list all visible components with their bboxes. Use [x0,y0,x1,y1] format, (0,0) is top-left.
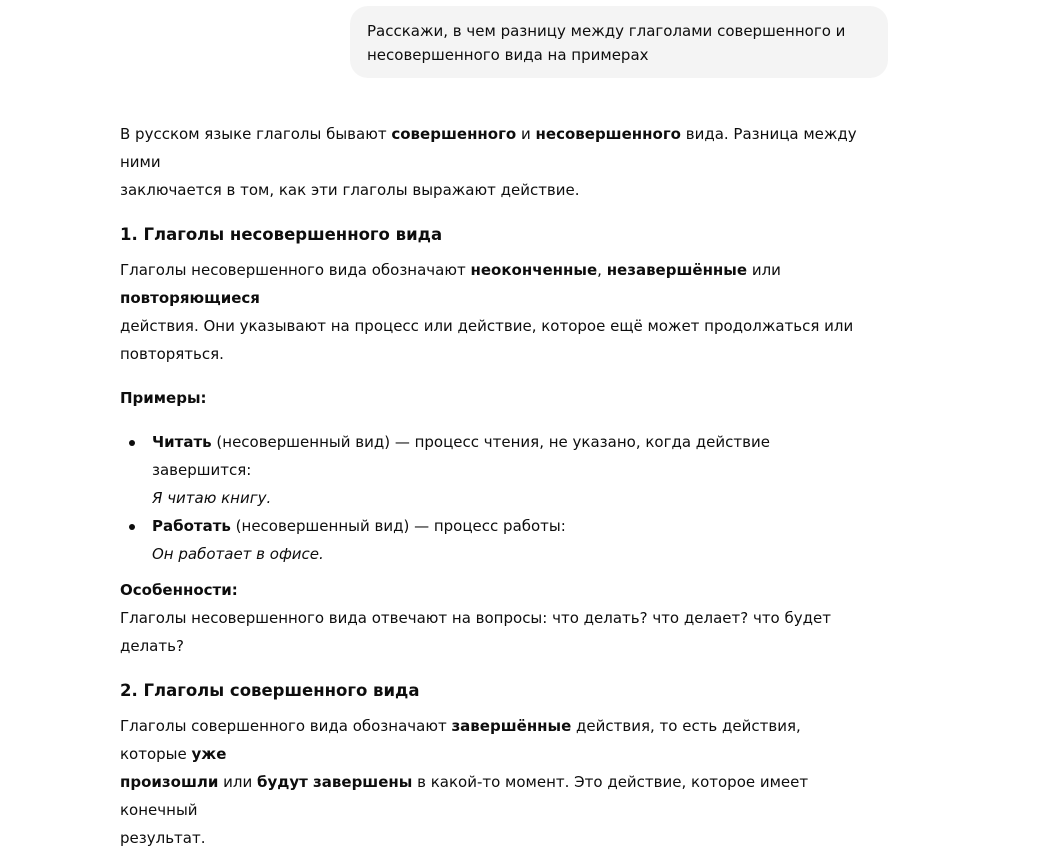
bold-span: произошли [120,773,219,791]
text-span: Глаголы несовершенного вида обозначают [120,261,471,279]
text-span: действия, то есть действия, которые [120,717,801,763]
text-span: Глаголы совершенного вида обозначают [120,717,452,735]
text-span: В русском языке глаголы бывают [120,125,392,143]
user-message-line: несовершенного вида на примерах [367,46,649,64]
text-span: или [747,261,781,279]
text-span: , [597,261,607,279]
perfective-description [120,712,860,852]
bold-span: неоконченные [470,261,598,279]
section-heading-perfective: 2. Глаголы совершенного вида [120,681,420,700]
example-verb: Читать [152,433,212,451]
example-sentence: Я читаю книгу. [152,489,272,507]
examples-list [120,428,860,568]
text-span: заключается в том, как эти глаголы выражают действие. [120,181,580,199]
list-item [152,512,860,568]
bold-span: несовершенного [535,125,681,143]
bold-span: будут завершены [257,773,413,791]
section-heading-imperfective: 1. Глаголы несовершенного вида [120,225,443,244]
text-span: результат. [120,829,206,847]
bullet-icon [129,524,135,530]
features-label [120,576,860,604]
example-description: (несовершенный вид) — процесс чтения, не указано, когда действие завершится: [152,433,770,479]
text-span: и [516,125,536,143]
bold-span: совершенного [391,125,517,143]
user-message-bubble [350,6,888,78]
user-message-line: Расскажи, в чем разницу между глаголами совершенного и [367,22,846,40]
assistant-response [120,120,860,852]
text-span: повторяться. [120,345,224,363]
bold-span: уже [191,745,227,763]
text-span: вида. Разница между ними [120,125,857,171]
intro-paragraph [120,120,860,204]
text-span: действия. Они указывают на процесс или действие, которое ещё может продолжаться или [120,317,854,335]
list-item [152,428,860,512]
features-text: Глаголы несовершенного вида отвечают на вопросы: что делать? что делает? что будет делать? [120,609,831,655]
bullet-icon [129,440,135,446]
example-sentence: Он работает в офисе. [152,545,324,563]
bold-span: завершённые [451,717,572,735]
text-span: в какой-то момент. Это действие, которое имеет конечный [120,773,809,819]
example-description: (несовершенный вид) — процесс работы: [230,517,566,535]
bold-span: Особенности: [120,581,238,599]
text-span: или [218,773,257,791]
examples-label [120,384,860,412]
bold-span: Примеры: [120,389,207,407]
bold-span: повторяющиеся [120,289,260,307]
imperfective-description [120,256,860,368]
example-verb: Работать [152,517,231,535]
bold-span: незавершённые [606,261,748,279]
